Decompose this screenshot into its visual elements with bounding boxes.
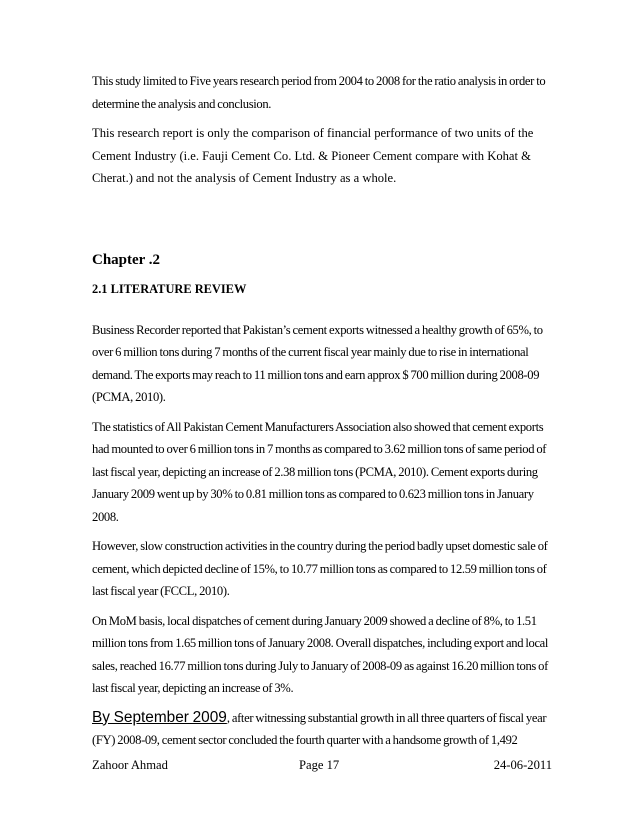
footer-page-number: Page 17 [299,758,340,772]
section-heading: 2.1 LITERATURE REVIEW [92,281,247,296]
chapter-title: Chapter .2 [92,251,161,268]
review-paragraph-2: The statistics of All Pakistan Cement Manufacturers Association also showed that cement exports had mounted to over 6 million tons in 7 months as compared to 3.62 million tons of same period of last fiscal year, depicting an increase of 2.38 million tons (PCMA, 2010). Cement exports during January 2009 went up by 30% to 0.81 million tons as compared to 0.623 million tons in January 2008. [92,419,547,524]
review-paragraph-1: Business Recorder reported that Pakistan’s cement exports witnessed a healthy growth of 65%, to over 6 million tons during 7 months of the current fiscal year mainly due to rise in international demand. The exports may reach to 11 million tons and earn approx $ 700 million during 2008-09 (PCMA, 2010). [92,322,543,404]
footer-date: 24-06-2011 [493,758,552,772]
page-body [92,70,554,759]
spacer [92,197,554,249]
spacer [92,300,554,319]
intro-paragraph-1: This study limited to Five years research period from 2004 to 2008 for the ratio analysis in order to determine the analysis and conclusion. [92,74,546,111]
paragraph-text: , after witnessing substantial growth in all three quarters of fiscal year (FY) 2008-09, cement sector concluded the fourth quarter with a handsome growth of 1,492 [92,710,547,747]
review-paragraph-5 [92,707,554,752]
review-paragraph-3: However, slow construction activities in the country during the period badly upset domestic sale of cement, which depicted decline of 15%, to 10.77 million tons as compared to 12.59 million tons of last fiscal year (FCCL, 2010). [92,539,548,598]
footer-author: Zahoor Ahmad [92,758,168,772]
intro-paragraph-2: This research report is only the comparison of financial performance of two units of the Cement Industry (i.e. Fauji Cement Co. Ltd. & Pioneer Cement compare with Kohat & Cherat.) and not the analysis of Cement Industry as a whole. [92,126,534,185]
review-paragraph-4: On MoM basis, local dispatches of cement during January 2009 showed a decline of 8%, to 1.51 million tons from 1.65 million tons of January 2008. Overall dispatches, including export and local sales, reached 16.77 million tons during July to January of 2008-09 as against 16.20 million tons of last fiscal year, depicting an increase of 3%. [92,613,549,695]
page-footer [92,755,552,775]
paragraph-lead-phrase: By September 2009 [92,708,227,726]
